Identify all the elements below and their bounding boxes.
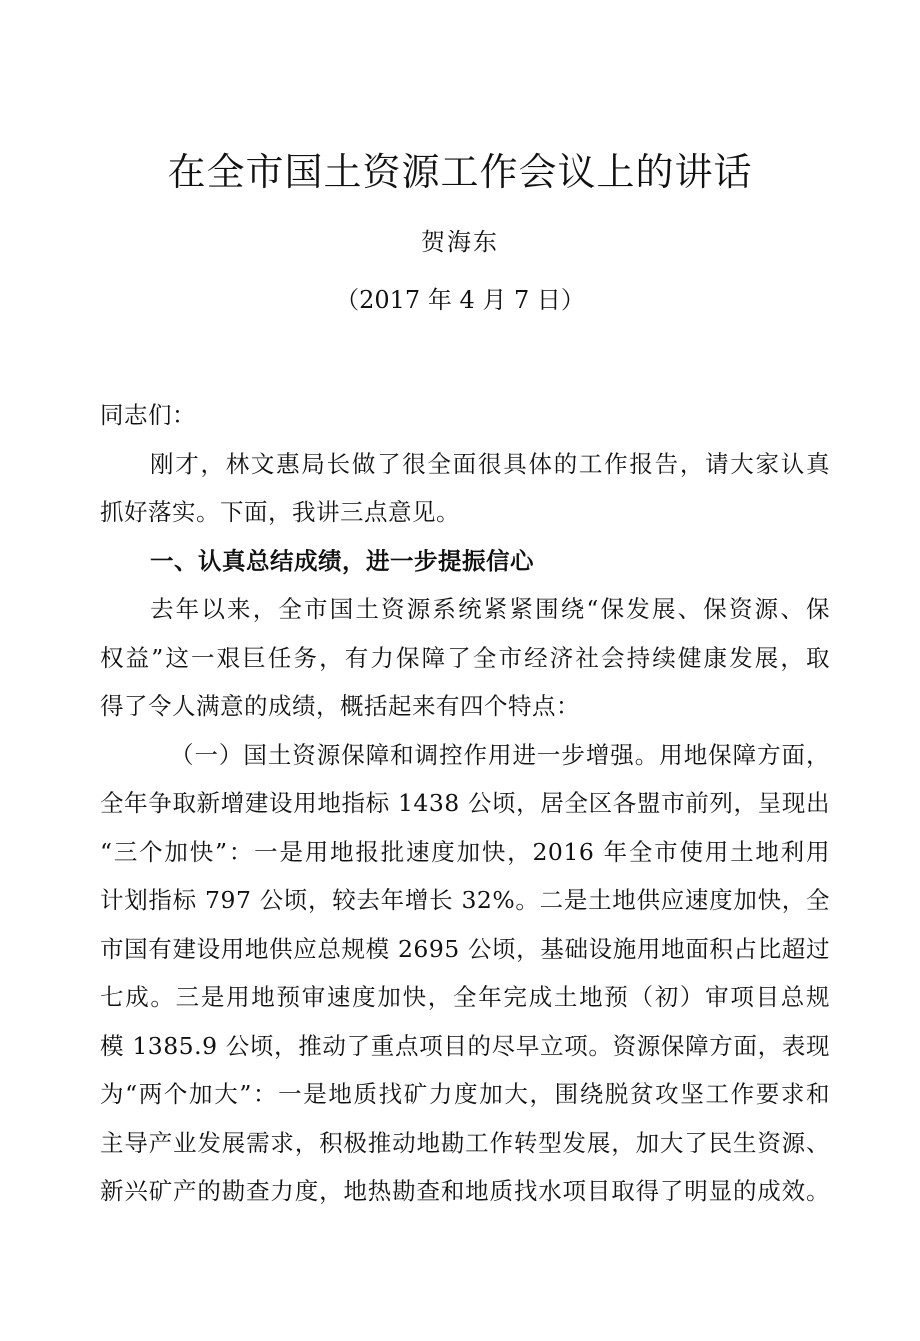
- paragraph-line: 主导产业发展需求，积极推动地勘工作转型发展，加大了民生资源、: [100, 1128, 830, 1157]
- paragraph-line: 得了令人满意的成绩，概括起来有四个特点：: [100, 692, 580, 720]
- paragraph-line: “三个加快”：一是用地报批速度加快，2016 年全市使用土地利用: [100, 837, 830, 866]
- speech-date: （2017 年 4 月 7 日）: [335, 286, 585, 314]
- salutation: 同志们：: [100, 401, 196, 429]
- paragraph-line: 抓好落实。下面，我讲三点意见。: [100, 498, 460, 526]
- paragraph-line: 刚才，林文惠局长做了很全面很具体的工作报告，请大家认真: [150, 449, 830, 478]
- paragraph-line: 权益”这一艰巨任务，有力保障了全市经济社会持续健康发展，取: [100, 643, 830, 672]
- speech-body: [100, 391, 830, 1216]
- paragraph-line: 模 1385.9 公顷，推动了重点项目的尽早立项。资源保障方面，表现: [100, 1031, 830, 1060]
- section-heading: 一、认真总结成绩，进一步提振信心: [150, 546, 534, 575]
- author-name: 贺海东: [421, 228, 499, 256]
- paragraph-line: 新兴矿产的勘查力度，地热勘查和地质找水项目取得了明显的成效。: [100, 1177, 830, 1205]
- paragraph-line: 全年争取新增建设用地指标 1438 公顷，居全区各盟市前列，呈现出: [100, 789, 830, 817]
- paragraph-line: （一）国土资源保障和调控作用进一步增强。用地保障方面，: [170, 740, 830, 769]
- paragraph-line: 市国有建设用地供应总规模 2695 公顷，基础设施用地面积占比超过: [100, 934, 830, 963]
- document-title: 在全市国土资源工作会议上的讲话: [167, 150, 753, 194]
- paragraph-line: 为“两个加大”：一是地质找矿力度加大，围绕脱贫攻坚工作要求和: [100, 1080, 830, 1108]
- paragraph-line: 去年以来，全市国土资源系统紧紧围绕“保发展、保资源、保: [150, 595, 830, 623]
- paragraph-line: 计划指标 797 公顷，较去年增长 32%。二是土地供应速度加快，全: [100, 886, 830, 914]
- paragraph-line: 七成。三是用地预审速度加快，全年完成土地预（初）审项目总规: [100, 983, 830, 1011]
